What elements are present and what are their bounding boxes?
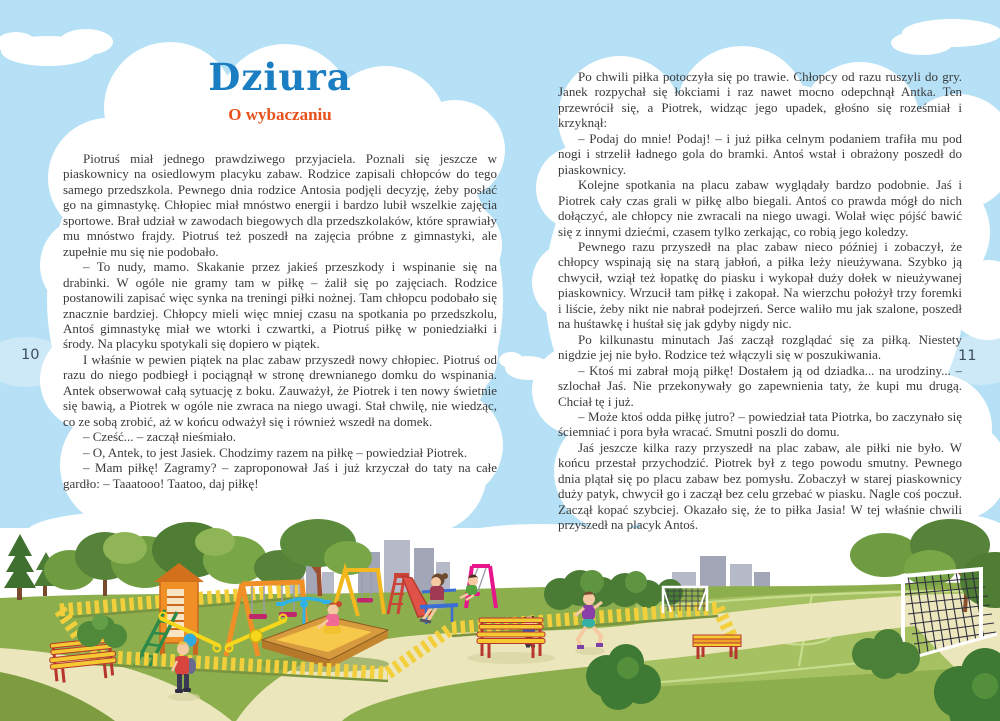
chapter-title: Dziura <box>208 55 352 99</box>
paragraph: – O, Antek, to jest Jasiek. Chodzimy razem na piłkę – powiedział Piotrek. <box>83 444 468 460</box>
paragraph: I właśnie w pewien piątek na plac zabaw przyszedł nowy chłopiec. Piotruś od razu do niego podbiegł i pociągnął w stronę drewnianego domku do wspinania. Antek obserwował całą sytuację z boku. Zauważył, że Piotrek i ten nowy świetnie się bawią, a Piotrek w ogóle nie zwraca na niego uwagi. Stał chwilę, nie wiedząc, co ze sobą zrobić, aż w końcu odważył się i również wszedł na domek. <box>63 351 497 429</box>
paragraph: – Podaj do mnie! Podaj! – i już piłka celnym podaniem trafiła mu pod nogi i strzelił ładnego gola do bramki. Antoś wstał i obrażony poszedł do piaskownicy. <box>558 130 962 177</box>
park-bench-center <box>467 618 555 664</box>
chapter-subtitle: O wybaczaniu <box>228 105 332 124</box>
paragraph: Pewnego razu przyszedł na plac zabaw nieco później i zobaczył, że chłopcy wspinają się na starą jabłoń, a piłka leży nieużywana. Szybko ją chwycił, wziął też łopatkę do piasku i wykopał duży dołek w nieużywanej piaskownicy. Wrzucił tam piłkę i zakopał. Na wierzchu położył trzy foremki i liście, żeby nikt nie nabrał podejrzeń. Serce waliło mu jak szalone, poszedł na huśtawkę i huśtał się jak gdyby nigdy nic. <box>558 238 962 332</box>
paragraph: Kolejne spotkania na placu zabaw wyglądały bardzo podobnie. Jaś i Piotrek cały czas grali w piłkę albo biegali. Antoś co prawda mógł do nich dołączyć, ale chłopcy nie zwracali na niego uwagi. Wolał więc pójść bawić się z innymi dziećmi, czasem tylko zerkając, co robią jego koledzy. <box>558 177 962 239</box>
right-page-text <box>558 69 962 533</box>
paragraph: – Mam piłkę! Zagramy? – zaproponował Jaś i już krzyczał do taty na całe gardło: – Taaatooo! Taatoo, daj piłkę! <box>63 460 497 491</box>
paragraph: – Cześć... – zaczął nieśmiało. <box>83 429 237 445</box>
right-page-number: 11 <box>958 348 977 364</box>
paragraph: – Ktoś mi zabrał moją piłkę! Dostałem ją od dziadka... na urodziny... – szlochał Jaś. Nie przekonywały go zapewnienia taty, że kupi mu drugą. Chciał tę i już. <box>558 362 962 409</box>
paragraph: Piotruś miał jednego prawdziwego przyjaciela. Poznali się jeszcze w piaskownicy na osiedlowym placyku zabaw. Rodzice zapisali chłopców do tego samego przedszkola. Pewnego dnia rodzice Antosia podjęli decyzję, żeby posłać go na gimnastykę. Chłopiec miał mnóstwo energii i bardzo lubił wszelkie zajęcia sportowe. Brał udział w zawodach biegowych dla przedszkolaków, które sprawiały mu mnóstwo frajdy. Piotruś też poszedł na zajęcia próbne z gimnastyki, ale zupełnie mu się nie podobało. <box>63 151 497 259</box>
paragraph: Po kilkunastu minutach Jaś zaczął rozglądać się za piłką. Niestety nigdzie jej nie było. Rodzice też włączyli się w poszukiwania. <box>558 331 962 363</box>
left-page-text <box>63 151 497 491</box>
paragraph: – To nudy, mamo. Skakanie przez jakieś przeszkody i wspinanie się na drabinki. W ogóle nie gramy tam w piłkę – żalił się po zajęciach. Rodzice postanowili zapisać więc synka na treningi piłki nożnej. Tam chłopcu podobało się znacznie bardziej. Chłopcy mieli więc mniej czasu na spotkania po przedszkolu, Antoś gimnastykę miał we wtorki i czwartki, a Piotruś piłkę w poniedziałki i środy. Na placyku spotykali się dopiero w piątek. <box>63 259 497 352</box>
paragraph: – Może ktoś odda piłkę jutro? – powiedział tata Piotrka, bo zaczynało się ściemniać i pora była wracać. Smutni poszli do domu. <box>558 408 962 440</box>
left-page-number: 10 <box>21 347 40 363</box>
paragraph: Po chwili piłka potoczyła się po trawie. Chłopcy od razu ruszyli do gry. Janek rozpychał się łokciami i raz nawet mocno odepchnął Antka. Ten przewrócił się, a Piotrek, widząc jego upadek, głośno się roześmiał i krzyknął: <box>558 69 962 131</box>
paragraph: Jaś jeszcze kilka razy przyszedł na plac zabaw, ale piłki nie było. W końcu przestał przychodzić. Piotrek był z tego powodu smutny. Pewnego dnia plątał się po placu zabaw bez pomysłu. Zobaczył w starej piaskownicy duży patyk, chwycił go i zaczął bez celu grzebać w piasku. Nagle coś poczuł. Zaczął kopać szybciej. Okazało się, że to piłka Jasia! W tej właśnie chwili przyszedł na placyk Antoś. <box>558 439 962 533</box>
